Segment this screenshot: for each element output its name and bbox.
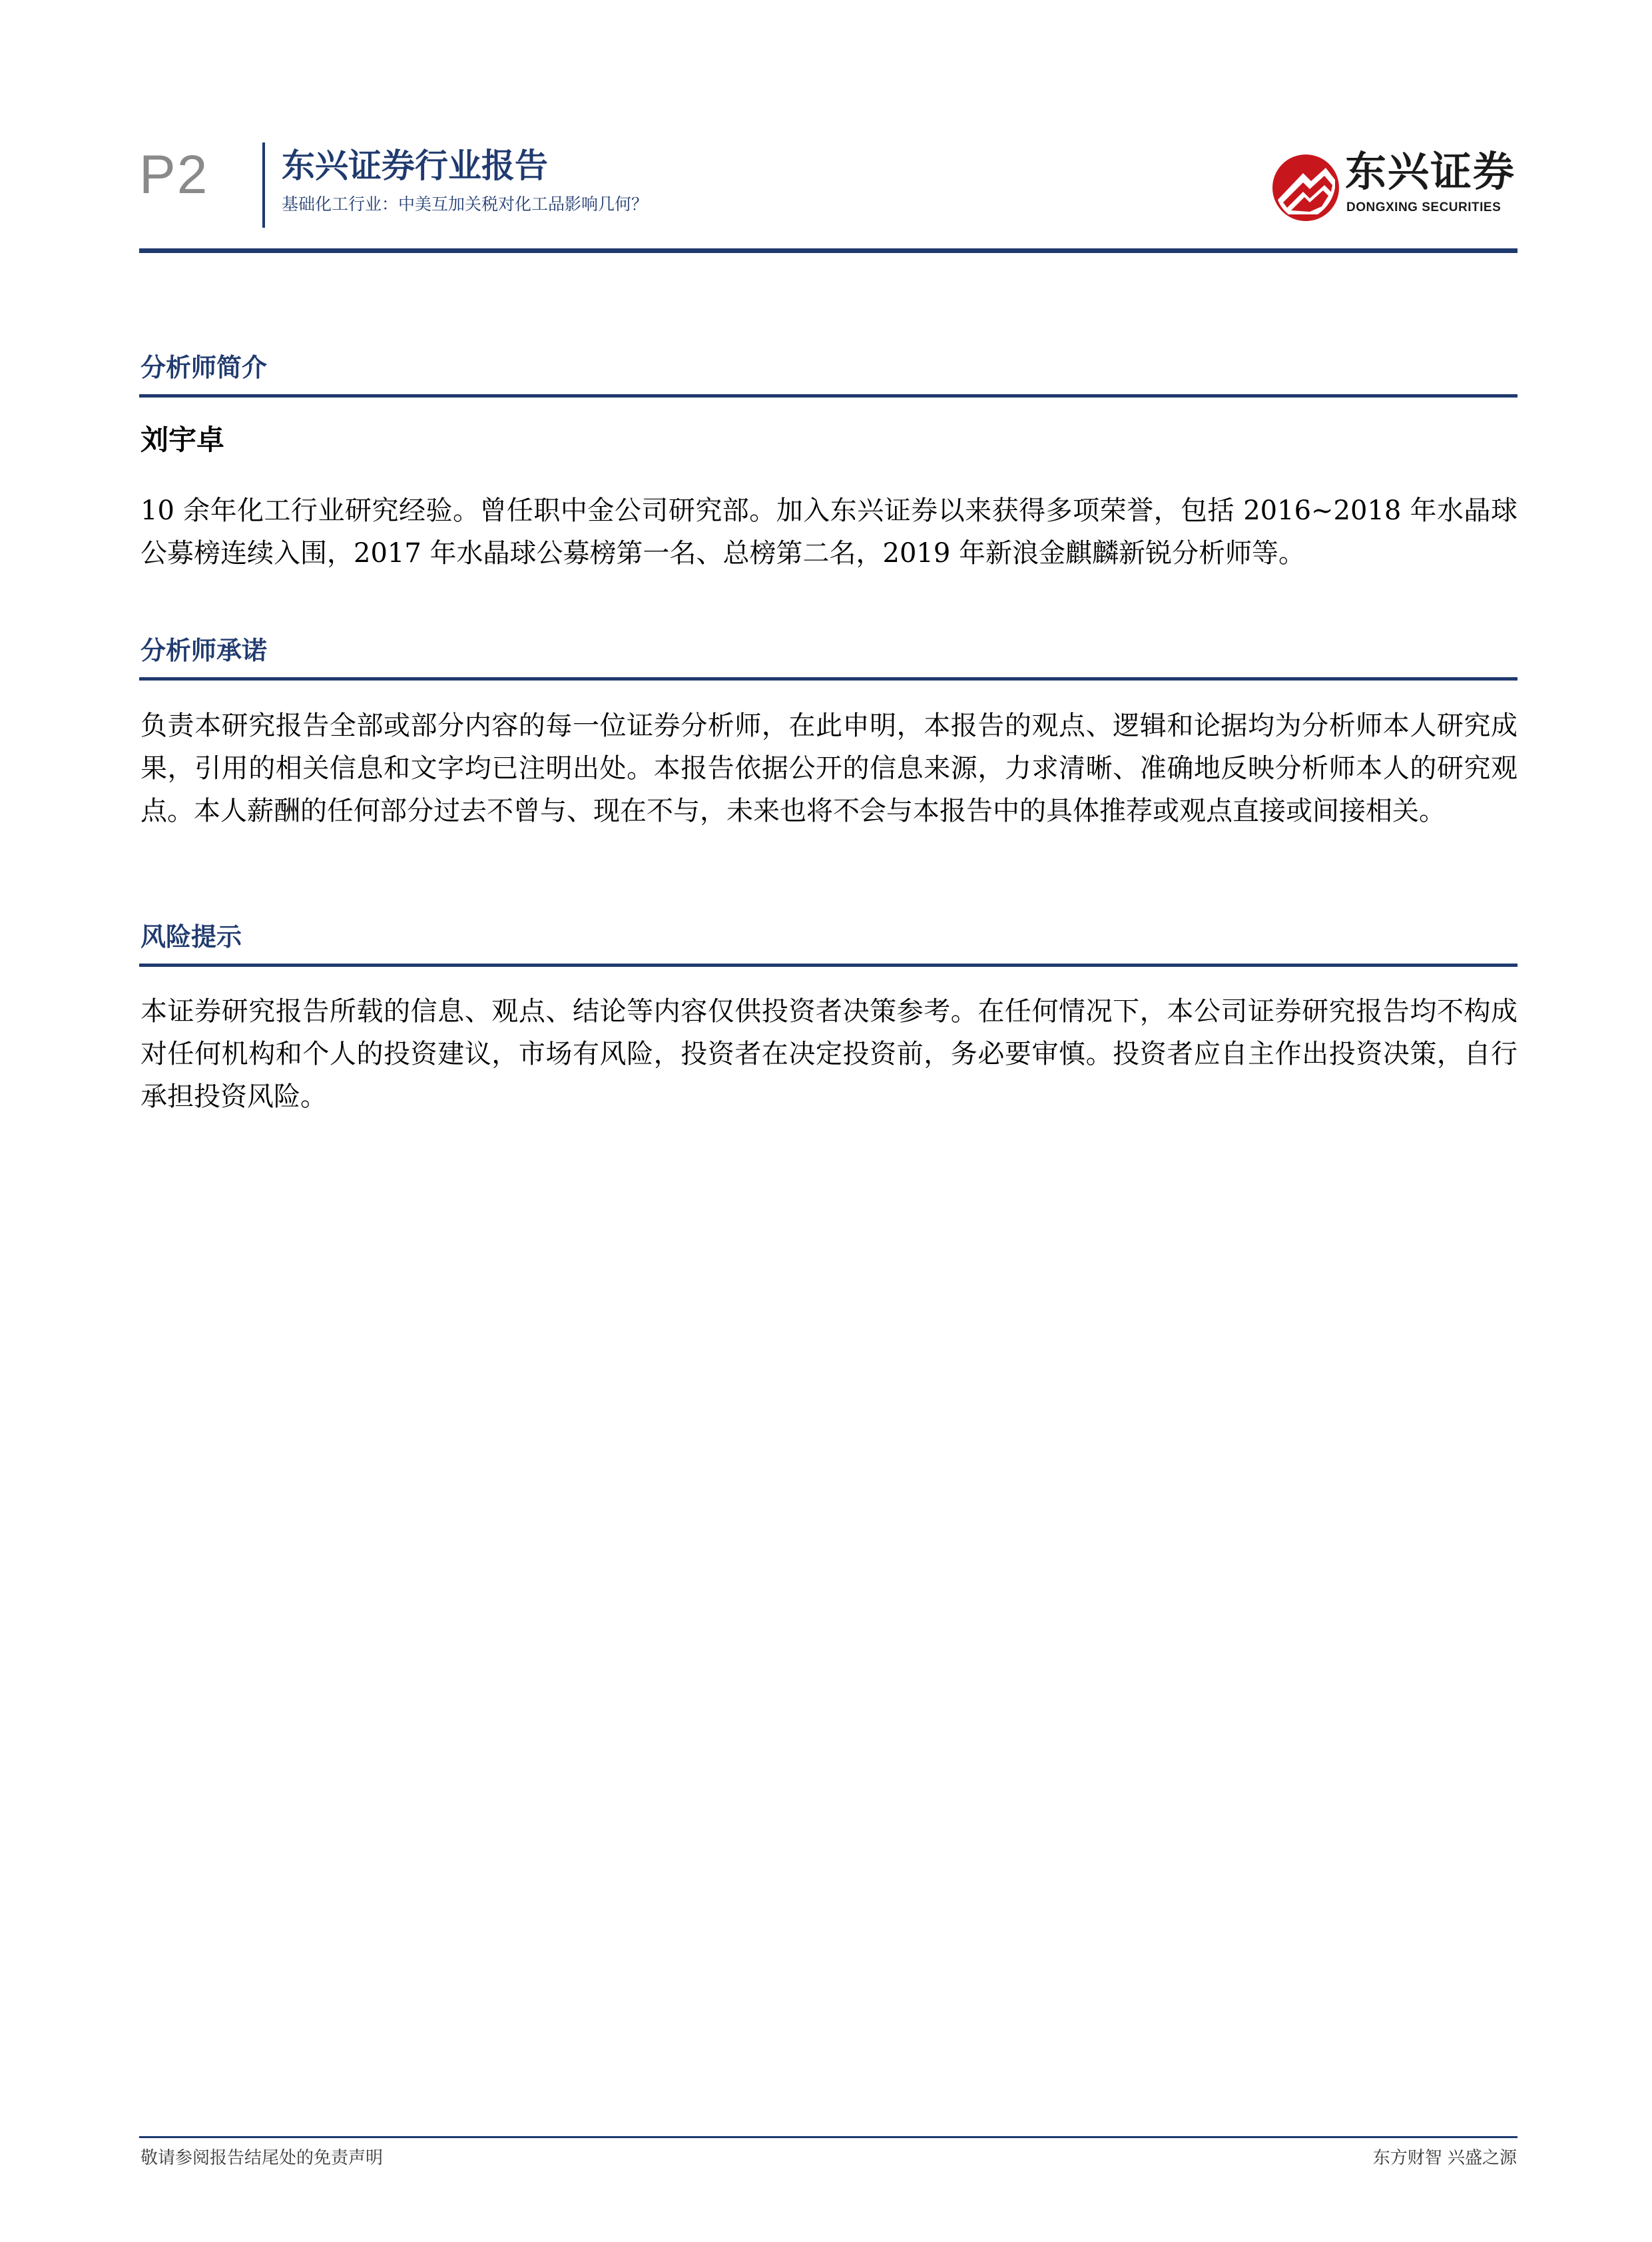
section-rule-risk-warning [139, 964, 1517, 967]
footer-slogan: 东方财智 兴盛之源 [1372, 2148, 1517, 2168]
analyst-bio: 10 余年化工行业研究经验。曾任职中金公司研究部。加入东兴证券以来获得多项荣誉，包括 2016~2018 年水晶球公募榜连续入围，2017 年水晶球公募榜第一名、总榜第二名，2019 年新浪金麒麟新锐分析师等。 [140, 495, 1517, 569]
page-number: P2 [139, 144, 209, 205]
header-rule [139, 248, 1517, 253]
analyst-name: 刘宇卓 [140, 423, 225, 456]
logo-english-name: DONGXING SECURITIES [1346, 200, 1502, 214]
section-title-analyst-commitment: 分析师承诺 [140, 636, 268, 665]
section-title-analyst-intro: 分析师简介 [140, 353, 268, 382]
header-divider [262, 142, 265, 228]
analyst-commitment-text: 负责本研究报告全部或部分内容的每一位证券分析师，在此申明，本报告的观点、逻辑和论据均为分析师本人研究成果，引用的相关信息和文字均已注明出处。本报告依据公开的信息来源，力求清晰、准确地反映分析师本人的研究观点。本人薪酬的任何部分过去不曾与、现在不与，未来也将不会与本报告中的具体推荐或观点直接或间接相关。 [140, 710, 1517, 826]
report-brand-title: 东兴证券行业报告 [282, 146, 548, 185]
risk-warning-text: 本证券研究报告所载的信息、观点、结论等内容仅供投资者决策参考。在任何情况下，本公司证券研究报告均不构成对任何机构和个人的投资建议，市场有风险，投资者在决定投资前，务必要审慎。投资者应自主作出投资决策，自行承担投资风险。 [140, 996, 1517, 1112]
section-rule-analyst-commitment [139, 677, 1517, 681]
section-rule-analyst-intro [139, 394, 1517, 398]
report-subtitle: 基础化工行业：中美互加关税对化工品影响几何？ [282, 194, 649, 214]
logo-chinese-name: 东兴证券 [1345, 147, 1516, 196]
section-title-risk-warning: 风险提示 [140, 922, 242, 952]
footer-rule [139, 2136, 1517, 2138]
footer-disclaimer-note: 敬请参阅报告结尾处的免责声明 [140, 2148, 384, 2168]
